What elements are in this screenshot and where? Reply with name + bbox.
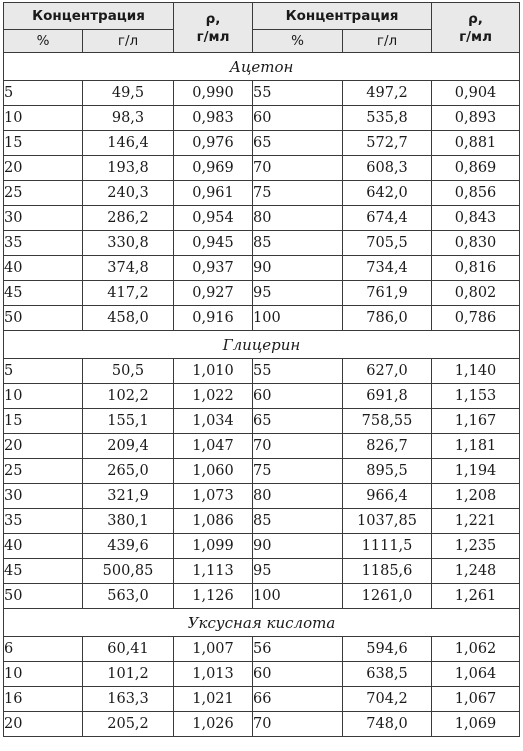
- percent-right-cell: 95: [253, 281, 343, 306]
- density-right-cell: 1,261: [432, 584, 520, 609]
- density-left-cell: 0,976: [174, 131, 253, 156]
- gl-left-cell: 60,41: [83, 637, 174, 662]
- concentration-header-left: Концентрация: [4, 3, 174, 30]
- gl-right-cell: 734,4: [343, 256, 432, 281]
- percent-left-cell: 40: [4, 534, 83, 559]
- gl-right-cell: 1261,0: [343, 584, 432, 609]
- gl-left-cell: 439,6: [83, 534, 174, 559]
- gl-right-cell: 642,0: [343, 181, 432, 206]
- percent-right-cell: 95: [253, 559, 343, 584]
- percent-left-cell: 10: [4, 106, 83, 131]
- percent-right-cell: 56: [253, 637, 343, 662]
- table-header: [4, 3, 520, 53]
- density-right-cell: 1,153: [432, 384, 520, 409]
- gl-right-cell: 627,0: [343, 359, 432, 384]
- density-right-cell: 1,062: [432, 637, 520, 662]
- density-left-cell: 1,022: [174, 384, 253, 409]
- percent-left-cell: 6: [4, 637, 83, 662]
- gl-right-cell: 966,4: [343, 484, 432, 509]
- density-right-cell: 0,786: [432, 306, 520, 331]
- gl-right-cell: 535,8: [343, 106, 432, 131]
- percent-left-cell: 15: [4, 409, 83, 434]
- density-left-cell: 0,945: [174, 231, 253, 256]
- gl-right-cell: 1037,85: [343, 509, 432, 534]
- table-row: [4, 559, 520, 584]
- density-left-cell: 0,990: [174, 81, 253, 106]
- density-left-cell: 1,113: [174, 559, 253, 584]
- section-title: Уксусная кислота: [4, 609, 520, 637]
- gl-header-right: г/л: [343, 30, 432, 53]
- table-row: [4, 687, 520, 712]
- gl-right-cell: 705,5: [343, 231, 432, 256]
- table-row: [4, 637, 520, 662]
- density-left-cell: 0,983: [174, 106, 253, 131]
- percent-left-cell: 20: [4, 712, 83, 737]
- gl-left-cell: 209,4: [83, 434, 174, 459]
- percent-right-cell: 85: [253, 231, 343, 256]
- density-right-cell: 0,869: [432, 156, 520, 181]
- concentration-header-right: Концентрация: [253, 3, 432, 30]
- gl-left-cell: 102,2: [83, 384, 174, 409]
- gl-left-cell: 330,8: [83, 231, 174, 256]
- density-right-cell: 0,830: [432, 231, 520, 256]
- table-row: [4, 256, 520, 281]
- gl-header-left: г/л: [83, 30, 174, 53]
- percent-left-cell: 25: [4, 181, 83, 206]
- density-right-cell: 0,802: [432, 281, 520, 306]
- gl-left-cell: 374,8: [83, 256, 174, 281]
- percent-right-cell: 65: [253, 409, 343, 434]
- gl-right-cell: 594,6: [343, 637, 432, 662]
- gl-left-cell: 146,4: [83, 131, 174, 156]
- percent-left-cell: 45: [4, 281, 83, 306]
- rho-symbol: ρ,: [205, 10, 221, 27]
- percent-right-cell: 55: [253, 81, 343, 106]
- density-right-cell: 1,235: [432, 534, 520, 559]
- gl-left-cell: 563,0: [83, 584, 174, 609]
- percent-left-cell: 40: [4, 256, 83, 281]
- percent-right-cell: 100: [253, 584, 343, 609]
- percent-right-cell: 75: [253, 181, 343, 206]
- density-left-cell: 0,961: [174, 181, 253, 206]
- density-left-cell: 1,060: [174, 459, 253, 484]
- density-left-cell: 1,021: [174, 687, 253, 712]
- gl-left-cell: 265,0: [83, 459, 174, 484]
- density-left-cell: 0,916: [174, 306, 253, 331]
- gl-left-cell: 321,9: [83, 484, 174, 509]
- percent-right-cell: 85: [253, 509, 343, 534]
- gl-left-cell: 500,85: [83, 559, 174, 584]
- percent-left-cell: 50: [4, 306, 83, 331]
- table-row: [4, 509, 520, 534]
- percent-left-cell: 50: [4, 584, 83, 609]
- gl-left-cell: 417,2: [83, 281, 174, 306]
- section-row: [4, 53, 520, 81]
- density-left-cell: 1,007: [174, 637, 253, 662]
- table-row: [4, 156, 520, 181]
- density-right-cell: 0,856: [432, 181, 520, 206]
- density-right-cell: 1,221: [432, 509, 520, 534]
- percent-header-right: %: [253, 30, 343, 53]
- gl-left-cell: 380,1: [83, 509, 174, 534]
- density-left-cell: 1,099: [174, 534, 253, 559]
- density-right-cell: 1,140: [432, 359, 520, 384]
- gl-left-cell: 49,5: [83, 81, 174, 106]
- table-row: [4, 662, 520, 687]
- rho-unit: г/мл: [196, 28, 230, 45]
- density-right-cell: 0,893: [432, 106, 520, 131]
- gl-right-cell: 758,55: [343, 409, 432, 434]
- density-left-cell: 1,126: [174, 584, 253, 609]
- percent-left-cell: 45: [4, 559, 83, 584]
- percent-right-cell: 75: [253, 459, 343, 484]
- density-right-cell: 1,248: [432, 559, 520, 584]
- density-right-cell: 1,181: [432, 434, 520, 459]
- density-left-cell: 1,047: [174, 434, 253, 459]
- density-left-cell: 1,026: [174, 712, 253, 737]
- gl-right-cell: 572,7: [343, 131, 432, 156]
- percent-left-cell: 5: [4, 81, 83, 106]
- percent-right-cell: 65: [253, 131, 343, 156]
- percent-left-cell: 30: [4, 484, 83, 509]
- percent-left-cell: 25: [4, 459, 83, 484]
- gl-left-cell: 205,2: [83, 712, 174, 737]
- gl-left-cell: 101,2: [83, 662, 174, 687]
- density-left-cell: 0,969: [174, 156, 253, 181]
- table-row: [4, 206, 520, 231]
- density-right-cell: 0,843: [432, 206, 520, 231]
- density-right-cell: 1,167: [432, 409, 520, 434]
- density-header-right: [432, 3, 520, 53]
- gl-right-cell: 704,2: [343, 687, 432, 712]
- density-left-cell: 1,086: [174, 509, 253, 534]
- percent-right-cell: 60: [253, 384, 343, 409]
- density-left-cell: 0,927: [174, 281, 253, 306]
- gl-right-cell: 638,5: [343, 662, 432, 687]
- gl-left-cell: 98,3: [83, 106, 174, 131]
- gl-left-cell: 240,3: [83, 181, 174, 206]
- percent-right-cell: 70: [253, 156, 343, 181]
- percent-right-cell: 70: [253, 434, 343, 459]
- table-row: [4, 384, 520, 409]
- gl-left-cell: 50,5: [83, 359, 174, 384]
- table-row: [4, 106, 520, 131]
- percent-right-cell: 100: [253, 306, 343, 331]
- percent-header-left: %: [4, 30, 83, 53]
- table-row: [4, 231, 520, 256]
- density-right-cell: 1,067: [432, 687, 520, 712]
- percent-right-cell: 80: [253, 484, 343, 509]
- gl-right-cell: 608,3: [343, 156, 432, 181]
- gl-right-cell: 748,0: [343, 712, 432, 737]
- gl-left-cell: 193,8: [83, 156, 174, 181]
- density-right-cell: 0,816: [432, 256, 520, 281]
- gl-left-cell: 155,1: [83, 409, 174, 434]
- density-left-cell: 0,937: [174, 256, 253, 281]
- section-title: Глицерин: [4, 331, 520, 359]
- percent-left-cell: 20: [4, 156, 83, 181]
- rho-unit: г/мл: [459, 28, 492, 45]
- percent-right-cell: 60: [253, 106, 343, 131]
- density-left-cell: 1,073: [174, 484, 253, 509]
- density-table-container: [3, 2, 519, 737]
- table-row: [4, 484, 520, 509]
- table-row: [4, 409, 520, 434]
- table-row: [4, 81, 520, 106]
- density-right-cell: 1,194: [432, 459, 520, 484]
- density-table: [3, 2, 520, 737]
- table-row: [4, 459, 520, 484]
- table-row: [4, 306, 520, 331]
- table-row: [4, 712, 520, 737]
- table-row: [4, 181, 520, 206]
- section-row: [4, 331, 520, 359]
- gl-right-cell: 497,2: [343, 81, 432, 106]
- gl-right-cell: 674,4: [343, 206, 432, 231]
- rho-symbol: ρ,: [468, 10, 483, 27]
- percent-left-cell: 10: [4, 384, 83, 409]
- percent-left-cell: 5: [4, 359, 83, 384]
- density-left-cell: 1,013: [174, 662, 253, 687]
- gl-left-cell: 458,0: [83, 306, 174, 331]
- density-left-cell: 1,034: [174, 409, 253, 434]
- table-row: [4, 534, 520, 559]
- density-left-cell: 0,954: [174, 206, 253, 231]
- density-right-cell: 0,904: [432, 81, 520, 106]
- gl-right-cell: 691,8: [343, 384, 432, 409]
- gl-right-cell: 786,0: [343, 306, 432, 331]
- density-right-cell: 1,069: [432, 712, 520, 737]
- gl-right-cell: 1111,5: [343, 534, 432, 559]
- density-right-cell: 0,881: [432, 131, 520, 156]
- table-row: [4, 359, 520, 384]
- percent-right-cell: 60: [253, 662, 343, 687]
- gl-left-cell: 286,2: [83, 206, 174, 231]
- percent-left-cell: 35: [4, 509, 83, 534]
- table-row: [4, 281, 520, 306]
- percent-right-cell: 70: [253, 712, 343, 737]
- density-right-cell: 1,064: [432, 662, 520, 687]
- percent-left-cell: 16: [4, 687, 83, 712]
- table-body: [4, 53, 520, 737]
- percent-right-cell: 80: [253, 206, 343, 231]
- gl-left-cell: 163,3: [83, 687, 174, 712]
- percent-left-cell: 15: [4, 131, 83, 156]
- table-row: [4, 434, 520, 459]
- percent-left-cell: 20: [4, 434, 83, 459]
- gl-right-cell: 826,7: [343, 434, 432, 459]
- density-right-cell: 1,208: [432, 484, 520, 509]
- percent-left-cell: 35: [4, 231, 83, 256]
- percent-right-cell: 90: [253, 534, 343, 559]
- section-row: [4, 609, 520, 637]
- percent-left-cell: 30: [4, 206, 83, 231]
- gl-right-cell: 761,9: [343, 281, 432, 306]
- density-header-left: [174, 3, 253, 53]
- percent-right-cell: 55: [253, 359, 343, 384]
- density-left-cell: 1,010: [174, 359, 253, 384]
- gl-right-cell: 895,5: [343, 459, 432, 484]
- section-title: Ацетон: [4, 53, 520, 81]
- gl-right-cell: 1185,6: [343, 559, 432, 584]
- table-row: [4, 131, 520, 156]
- percent-right-cell: 66: [253, 687, 343, 712]
- table-row: [4, 584, 520, 609]
- percent-right-cell: 90: [253, 256, 343, 281]
- percent-left-cell: 10: [4, 662, 83, 687]
